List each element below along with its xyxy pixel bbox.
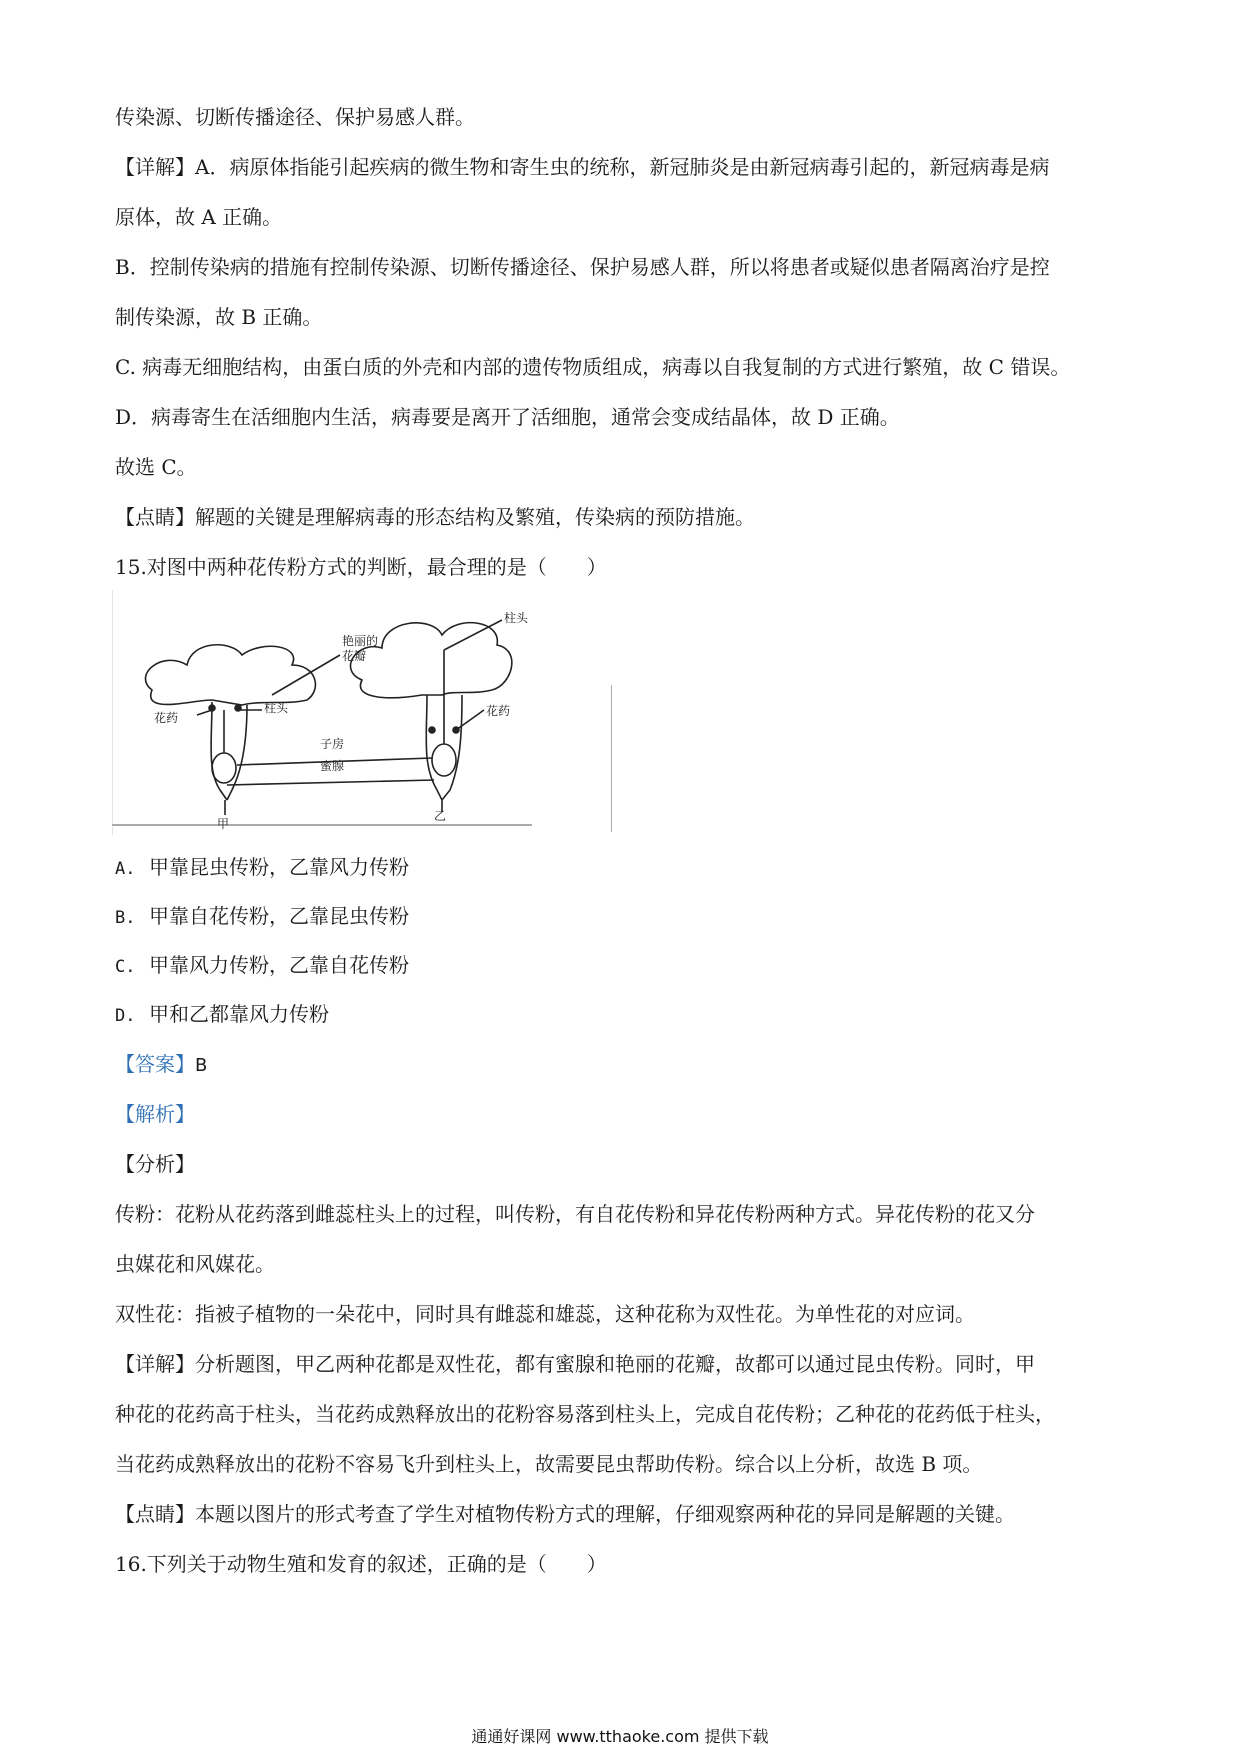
fenxi-heading: 【分析】 (115, 1152, 195, 1176)
text-line: 当花药成熟释放出的花粉不容易飞升到柱头上，故需要昆虫帮助传粉。综合以上分析，故选 B 项。 (115, 1452, 983, 1476)
question-15: 15.对图中两种花传粉方式的判断，最合理的是（ ） (115, 555, 607, 579)
option-letter: B. (115, 908, 136, 928)
text-line: 【点睛】解题的关键是理解病毒的形态结构及繁殖，传染病的预防措施。 (115, 505, 755, 529)
text-line: 故选 C。 (115, 455, 197, 479)
label-zhutou-right: 柱头 (504, 611, 529, 625)
label-huayao-right: 花药 (486, 704, 511, 718)
text-line: 【点睛】本题以图片的形式考查了学生对植物传粉方式的理解，仔细观察两种花的异同是解题的关键。 (115, 1502, 1015, 1526)
option-a (115, 853, 409, 883)
option-letter: D. (115, 1006, 136, 1026)
label-yanli: 艳丽的 (342, 634, 379, 648)
option-letter: A. (115, 859, 136, 879)
option-letter: C. (115, 957, 136, 977)
option-c (115, 951, 409, 981)
answer-value: B (195, 1055, 208, 1076)
analysis-heading: 【解析】 (115, 1102, 195, 1126)
text-line: 【详解】A．病原体指能引起疾病的微生物和寄生虫的统称，新冠肺炎是由新冠病毒引起的，新冠病毒是病 (115, 155, 1050, 179)
option-text: 甲靠风力传粉，乙靠自花传粉 (149, 953, 409, 977)
text-line: 原体，故 A 正确。 (115, 205, 283, 229)
option-b (115, 902, 409, 932)
label-mixian: 蜜腺 (320, 759, 345, 773)
answer-label: 【答案】 (115, 1052, 195, 1076)
label-huayao-left: 花药 (154, 711, 179, 725)
text-line: 双性花：指被子植物的一朵花中，同时具有雌蕊和雄蕊，这种花称为双性花。为单性花的对应词。 (115, 1302, 975, 1326)
label-huaban: 花瓣 (342, 649, 367, 663)
text-line: 制传染源，故 B 正确。 (115, 305, 323, 329)
petal-left-flower (145, 645, 315, 705)
label-zhutou-left: 柱头 (264, 701, 289, 715)
page-footer: 通通好课网 www.tthaoke.com 提供下载 (471, 1727, 769, 1746)
label-zifang: 子房 (320, 737, 345, 751)
text-line: 虫媒花和风媒花。 (115, 1252, 275, 1276)
option-text: 甲和乙都靠风力传粉 (149, 1002, 329, 1026)
answer-line (115, 1050, 207, 1080)
text-line: 【详解】分析题图，甲乙两种花都是双性花，都有蜜腺和艳丽的花瓣，故都可以通过昆虫传粉。同时，甲 (115, 1352, 1035, 1376)
text-line: C. 病毒无细胞结构，由蛋白质的外壳和内部的遗传物质组成，病毒以自我复制的方式进行繁殖，故 C 错误。 (115, 355, 1071, 379)
label-yi: 乙 (434, 809, 447, 823)
text-line: 传染源、切断传播途径、保护易感人群。 (115, 105, 475, 129)
text-line: B．控制传染病的措施有控制传染源、切断传播途径、保护易感人群，所以将患者或疑似患者隔离治疗是控 (115, 255, 1050, 279)
text-line: 传粉：花粉从花药落到雌蕊柱头上的过程，叫传粉，有自花传粉和异花传粉两种方式。异花传粉的花又分 (115, 1202, 1035, 1226)
option-d (115, 1000, 329, 1030)
label-jia: 甲 (217, 817, 230, 831)
text-line: 种花的花药高于柱头，当花药成熟释放出的花粉容易落到柱头上，完成自花传粉；乙种花的花药低于柱头， (115, 1402, 1055, 1426)
option-text: 甲靠昆虫传粉，乙靠风力传粉 (149, 855, 409, 879)
flower-diagram (112, 590, 612, 835)
option-text: 甲靠自花传粉，乙靠昆虫传粉 (149, 904, 409, 928)
question-16: 16.下列关于动物生殖和发育的叙述，正确的是（ ） (115, 1552, 607, 1576)
text-line: D．病毒寄生在活细胞内生活，病毒要是离开了活细胞，通常会变成结晶体，故 D 正确。 (115, 405, 900, 429)
